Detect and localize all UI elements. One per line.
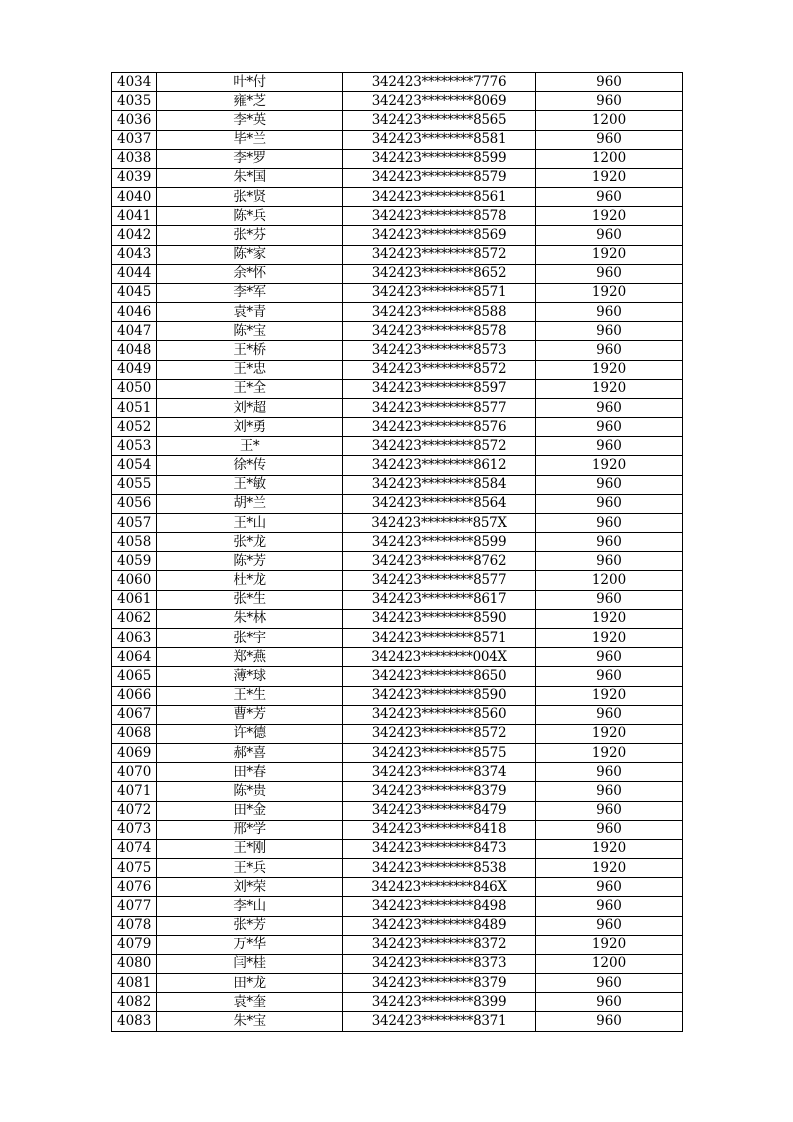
row-number-cell: 4046 bbox=[112, 303, 157, 322]
id-number-cell: 342423********8617 bbox=[343, 590, 536, 609]
row-number-cell: 4070 bbox=[112, 763, 157, 782]
row-number-cell: 4075 bbox=[112, 859, 157, 878]
row-number-cell: 4069 bbox=[112, 744, 157, 763]
row-number-cell: 4055 bbox=[112, 475, 157, 494]
id-number-cell: 342423********8498 bbox=[343, 897, 536, 916]
amount-cell: 1920 bbox=[536, 839, 683, 858]
table-row bbox=[112, 667, 683, 686]
row-number-cell: 4079 bbox=[112, 935, 157, 954]
row-number-cell: 4035 bbox=[112, 92, 157, 111]
id-number-cell: 342423********8579 bbox=[343, 168, 536, 187]
amount-cell: 960 bbox=[536, 226, 683, 245]
table-row bbox=[112, 859, 683, 878]
row-number-cell: 4078 bbox=[112, 916, 157, 935]
name-cell: 王*兵 bbox=[157, 859, 343, 878]
id-number-cell: 342423********8373 bbox=[343, 954, 536, 973]
id-number-cell: 342423********8418 bbox=[343, 820, 536, 839]
table-row bbox=[112, 111, 683, 130]
id-number-cell: 342423********8572 bbox=[343, 437, 536, 456]
id-number-cell: 342423********8379 bbox=[343, 782, 536, 801]
row-number-cell: 4038 bbox=[112, 149, 157, 168]
name-cell: 田*金 bbox=[157, 801, 343, 820]
amount-cell: 960 bbox=[536, 73, 683, 92]
table-row bbox=[112, 571, 683, 590]
table-row bbox=[112, 188, 683, 207]
amount-cell: 960 bbox=[536, 916, 683, 935]
id-number-cell: 342423********8564 bbox=[343, 494, 536, 513]
row-number-cell: 4065 bbox=[112, 667, 157, 686]
row-number-cell: 4045 bbox=[112, 283, 157, 302]
table-row bbox=[112, 724, 683, 743]
table-body bbox=[112, 73, 683, 1032]
table-row bbox=[112, 226, 683, 245]
id-number-cell: 342423********8575 bbox=[343, 744, 536, 763]
table-row bbox=[112, 954, 683, 973]
amount-cell: 1920 bbox=[536, 245, 683, 264]
id-number-cell: 342423********8762 bbox=[343, 552, 536, 571]
row-number-cell: 4041 bbox=[112, 207, 157, 226]
row-number-cell: 4081 bbox=[112, 974, 157, 993]
row-number-cell: 4056 bbox=[112, 494, 157, 513]
table-row bbox=[112, 609, 683, 628]
table-row bbox=[112, 839, 683, 858]
name-cell: 陈*贵 bbox=[157, 782, 343, 801]
table-row bbox=[112, 935, 683, 954]
amount-cell: 1920 bbox=[536, 283, 683, 302]
name-cell: 李*军 bbox=[157, 283, 343, 302]
name-cell: 曹*芳 bbox=[157, 705, 343, 724]
table-row bbox=[112, 628, 683, 647]
id-number-cell: 342423********8538 bbox=[343, 859, 536, 878]
name-cell: 袁*奎 bbox=[157, 993, 343, 1012]
name-cell: 田*龙 bbox=[157, 974, 343, 993]
amount-cell: 1920 bbox=[536, 207, 683, 226]
name-cell: 李*英 bbox=[157, 111, 343, 130]
table-row bbox=[112, 648, 683, 667]
amount-cell: 960 bbox=[536, 418, 683, 437]
name-cell: 许*德 bbox=[157, 724, 343, 743]
amount-cell: 960 bbox=[536, 552, 683, 571]
row-number-cell: 4053 bbox=[112, 437, 157, 456]
name-cell: 王*刚 bbox=[157, 839, 343, 858]
row-number-cell: 4059 bbox=[112, 552, 157, 571]
table-row bbox=[112, 379, 683, 398]
amount-cell: 960 bbox=[536, 322, 683, 341]
row-number-cell: 4072 bbox=[112, 801, 157, 820]
name-cell: 刘*超 bbox=[157, 398, 343, 417]
name-cell: 刘*荣 bbox=[157, 878, 343, 897]
table-row bbox=[112, 418, 683, 437]
amount-cell: 960 bbox=[536, 494, 683, 513]
id-number-cell: 342423********8372 bbox=[343, 935, 536, 954]
id-number-cell: 342423********8573 bbox=[343, 341, 536, 360]
name-cell: 朱*国 bbox=[157, 168, 343, 187]
table-row bbox=[112, 283, 683, 302]
name-cell: 余*怀 bbox=[157, 264, 343, 283]
table-row bbox=[112, 744, 683, 763]
amount-cell: 960 bbox=[536, 993, 683, 1012]
name-cell: 陈*家 bbox=[157, 245, 343, 264]
id-number-cell: 342423********7776 bbox=[343, 73, 536, 92]
table-row bbox=[112, 513, 683, 532]
name-cell: 王*山 bbox=[157, 513, 343, 532]
name-cell: 陈*宝 bbox=[157, 322, 343, 341]
amount-cell: 960 bbox=[536, 782, 683, 801]
name-cell: 李*山 bbox=[157, 897, 343, 916]
amount-cell: 960 bbox=[536, 648, 683, 667]
name-cell: 张*龙 bbox=[157, 533, 343, 552]
amount-cell: 960 bbox=[536, 667, 683, 686]
amount-cell: 1920 bbox=[536, 744, 683, 763]
table-row bbox=[112, 168, 683, 187]
row-number-cell: 4077 bbox=[112, 897, 157, 916]
row-number-cell: 4034 bbox=[112, 73, 157, 92]
name-cell: 张*芬 bbox=[157, 226, 343, 245]
data-table bbox=[111, 72, 683, 1032]
table-row bbox=[112, 398, 683, 417]
table-row bbox=[112, 303, 683, 322]
table-row bbox=[112, 264, 683, 283]
table-row bbox=[112, 974, 683, 993]
row-number-cell: 4068 bbox=[112, 724, 157, 743]
amount-cell: 1200 bbox=[536, 954, 683, 973]
table-row bbox=[112, 552, 683, 571]
table-row bbox=[112, 916, 683, 935]
id-number-cell: 342423********8577 bbox=[343, 571, 536, 590]
row-number-cell: 4049 bbox=[112, 360, 157, 379]
id-number-cell: 342423********8374 bbox=[343, 763, 536, 782]
row-number-cell: 4043 bbox=[112, 245, 157, 264]
name-cell: 闫*桂 bbox=[157, 954, 343, 973]
row-number-cell: 4051 bbox=[112, 398, 157, 417]
row-number-cell: 4074 bbox=[112, 839, 157, 858]
name-cell: 刘*勇 bbox=[157, 418, 343, 437]
row-number-cell: 4044 bbox=[112, 264, 157, 283]
id-number-cell: 342423********8571 bbox=[343, 283, 536, 302]
id-number-cell: 342423********8399 bbox=[343, 993, 536, 1012]
amount-cell: 960 bbox=[536, 590, 683, 609]
id-number-cell: 342423********8069 bbox=[343, 92, 536, 111]
id-number-cell: 342423********8572 bbox=[343, 724, 536, 743]
table-row bbox=[112, 782, 683, 801]
id-number-cell: 342423********8560 bbox=[343, 705, 536, 724]
table-row bbox=[112, 360, 683, 379]
amount-cell: 1200 bbox=[536, 149, 683, 168]
id-number-cell: 342423********8576 bbox=[343, 418, 536, 437]
id-number-cell: 342423********8577 bbox=[343, 398, 536, 417]
amount-cell: 960 bbox=[536, 763, 683, 782]
id-number-cell: 342423********8565 bbox=[343, 111, 536, 130]
name-cell: 王*生 bbox=[157, 686, 343, 705]
row-number-cell: 4040 bbox=[112, 188, 157, 207]
amount-cell: 960 bbox=[536, 303, 683, 322]
amount-cell: 960 bbox=[536, 1012, 683, 1031]
table-row bbox=[112, 149, 683, 168]
row-number-cell: 4080 bbox=[112, 954, 157, 973]
id-number-cell: 342423********8371 bbox=[343, 1012, 536, 1031]
table-row bbox=[112, 341, 683, 360]
name-cell: 胡*兰 bbox=[157, 494, 343, 513]
id-number-cell: 342423********8473 bbox=[343, 839, 536, 858]
name-cell: 杜*龙 bbox=[157, 571, 343, 590]
amount-cell: 1920 bbox=[536, 456, 683, 475]
amount-cell: 960 bbox=[536, 264, 683, 283]
id-number-cell: 342423********857X bbox=[343, 513, 536, 532]
id-number-cell: 342423********8479 bbox=[343, 801, 536, 820]
name-cell: 郝*喜 bbox=[157, 744, 343, 763]
name-cell: 徐*传 bbox=[157, 456, 343, 475]
row-number-cell: 4063 bbox=[112, 628, 157, 647]
amount-cell: 960 bbox=[536, 341, 683, 360]
row-number-cell: 4071 bbox=[112, 782, 157, 801]
amount-cell: 1920 bbox=[536, 724, 683, 743]
id-number-cell: 342423********8561 bbox=[343, 188, 536, 207]
row-number-cell: 4054 bbox=[112, 456, 157, 475]
id-number-cell: 342423********8489 bbox=[343, 916, 536, 935]
row-number-cell: 4073 bbox=[112, 820, 157, 839]
row-number-cell: 4082 bbox=[112, 993, 157, 1012]
row-number-cell: 4076 bbox=[112, 878, 157, 897]
name-cell: 李*罗 bbox=[157, 149, 343, 168]
name-cell: 陈*兵 bbox=[157, 207, 343, 226]
amount-cell: 960 bbox=[536, 437, 683, 456]
id-number-cell: 342423********8599 bbox=[343, 149, 536, 168]
name-cell: 叶*付 bbox=[157, 73, 343, 92]
name-cell: 陈*芳 bbox=[157, 552, 343, 571]
amount-cell: 960 bbox=[536, 974, 683, 993]
name-cell: 王*全 bbox=[157, 379, 343, 398]
table-row bbox=[112, 456, 683, 475]
amount-cell: 1920 bbox=[536, 935, 683, 954]
id-number-cell: 342423********8578 bbox=[343, 322, 536, 341]
row-number-cell: 4064 bbox=[112, 648, 157, 667]
amount-cell: 1920 bbox=[536, 379, 683, 398]
amount-cell: 960 bbox=[536, 513, 683, 532]
name-cell: 薄*球 bbox=[157, 667, 343, 686]
table-row bbox=[112, 322, 683, 341]
amount-cell: 1200 bbox=[536, 111, 683, 130]
id-number-cell: 342423********846X bbox=[343, 878, 536, 897]
name-cell: 张*宇 bbox=[157, 628, 343, 647]
row-number-cell: 4058 bbox=[112, 533, 157, 552]
row-number-cell: 4039 bbox=[112, 168, 157, 187]
row-number-cell: 4057 bbox=[112, 513, 157, 532]
table-row bbox=[112, 801, 683, 820]
table-row bbox=[112, 475, 683, 494]
id-number-cell: 342423********8652 bbox=[343, 264, 536, 283]
amount-cell: 960 bbox=[536, 878, 683, 897]
amount-cell: 1920 bbox=[536, 360, 683, 379]
row-number-cell: 4067 bbox=[112, 705, 157, 724]
id-number-cell: 342423********8588 bbox=[343, 303, 536, 322]
row-number-cell: 4047 bbox=[112, 322, 157, 341]
table-row bbox=[112, 686, 683, 705]
table-row bbox=[112, 993, 683, 1012]
amount-cell: 960 bbox=[536, 92, 683, 111]
id-number-cell: 342423********004X bbox=[343, 648, 536, 667]
id-number-cell: 342423********8590 bbox=[343, 609, 536, 628]
amount-cell: 960 bbox=[536, 705, 683, 724]
id-number-cell: 342423********8581 bbox=[343, 130, 536, 149]
id-number-cell: 342423********8571 bbox=[343, 628, 536, 647]
table-row bbox=[112, 533, 683, 552]
id-number-cell: 342423********8379 bbox=[343, 974, 536, 993]
name-cell: 邢*学 bbox=[157, 820, 343, 839]
id-number-cell: 342423********8599 bbox=[343, 533, 536, 552]
amount-cell: 960 bbox=[536, 130, 683, 149]
table-row bbox=[112, 92, 683, 111]
id-number-cell: 342423********8578 bbox=[343, 207, 536, 226]
row-number-cell: 4061 bbox=[112, 590, 157, 609]
name-cell: 张*贤 bbox=[157, 188, 343, 207]
name-cell: 毕*兰 bbox=[157, 130, 343, 149]
table-row bbox=[112, 207, 683, 226]
amount-cell: 960 bbox=[536, 533, 683, 552]
row-number-cell: 4062 bbox=[112, 609, 157, 628]
name-cell: 郑*燕 bbox=[157, 648, 343, 667]
amount-cell: 960 bbox=[536, 897, 683, 916]
amount-cell: 960 bbox=[536, 398, 683, 417]
name-cell: 雍*芝 bbox=[157, 92, 343, 111]
row-number-cell: 4036 bbox=[112, 111, 157, 130]
id-number-cell: 342423********8612 bbox=[343, 456, 536, 475]
amount-cell: 1920 bbox=[536, 168, 683, 187]
name-cell: 张*生 bbox=[157, 590, 343, 609]
table-row bbox=[112, 73, 683, 92]
table-row bbox=[112, 590, 683, 609]
table-row bbox=[112, 1012, 683, 1031]
row-number-cell: 4066 bbox=[112, 686, 157, 705]
name-cell: 王*敏 bbox=[157, 475, 343, 494]
id-number-cell: 342423********8590 bbox=[343, 686, 536, 705]
row-number-cell: 4052 bbox=[112, 418, 157, 437]
table-row bbox=[112, 245, 683, 264]
table-row bbox=[112, 878, 683, 897]
row-number-cell: 4042 bbox=[112, 226, 157, 245]
amount-cell: 1200 bbox=[536, 571, 683, 590]
name-cell: 王*忠 bbox=[157, 360, 343, 379]
name-cell: 万*华 bbox=[157, 935, 343, 954]
name-cell: 袁*青 bbox=[157, 303, 343, 322]
amount-cell: 960 bbox=[536, 475, 683, 494]
name-cell: 朱*林 bbox=[157, 609, 343, 628]
amount-cell: 960 bbox=[536, 801, 683, 820]
table-row bbox=[112, 897, 683, 916]
row-number-cell: 4050 bbox=[112, 379, 157, 398]
name-cell: 王* bbox=[157, 437, 343, 456]
name-cell: 田*春 bbox=[157, 763, 343, 782]
name-cell: 王*桥 bbox=[157, 341, 343, 360]
id-number-cell: 342423********8572 bbox=[343, 360, 536, 379]
table-row bbox=[112, 437, 683, 456]
amount-cell: 1920 bbox=[536, 859, 683, 878]
id-number-cell: 342423********8584 bbox=[343, 475, 536, 494]
id-number-cell: 342423********8569 bbox=[343, 226, 536, 245]
row-number-cell: 4060 bbox=[112, 571, 157, 590]
table-row bbox=[112, 763, 683, 782]
name-cell: 张*芳 bbox=[157, 916, 343, 935]
row-number-cell: 4037 bbox=[112, 130, 157, 149]
table-row bbox=[112, 820, 683, 839]
table-row bbox=[112, 705, 683, 724]
amount-cell: 960 bbox=[536, 820, 683, 839]
table-row bbox=[112, 494, 683, 513]
id-number-cell: 342423********8597 bbox=[343, 379, 536, 398]
id-number-cell: 342423********8572 bbox=[343, 245, 536, 264]
row-number-cell: 4048 bbox=[112, 341, 157, 360]
table-row bbox=[112, 130, 683, 149]
name-cell: 朱*宝 bbox=[157, 1012, 343, 1031]
row-number-cell: 4083 bbox=[112, 1012, 157, 1031]
amount-cell: 1920 bbox=[536, 609, 683, 628]
amount-cell: 960 bbox=[536, 188, 683, 207]
amount-cell: 1920 bbox=[536, 686, 683, 705]
id-number-cell: 342423********8650 bbox=[343, 667, 536, 686]
amount-cell: 1920 bbox=[536, 628, 683, 647]
